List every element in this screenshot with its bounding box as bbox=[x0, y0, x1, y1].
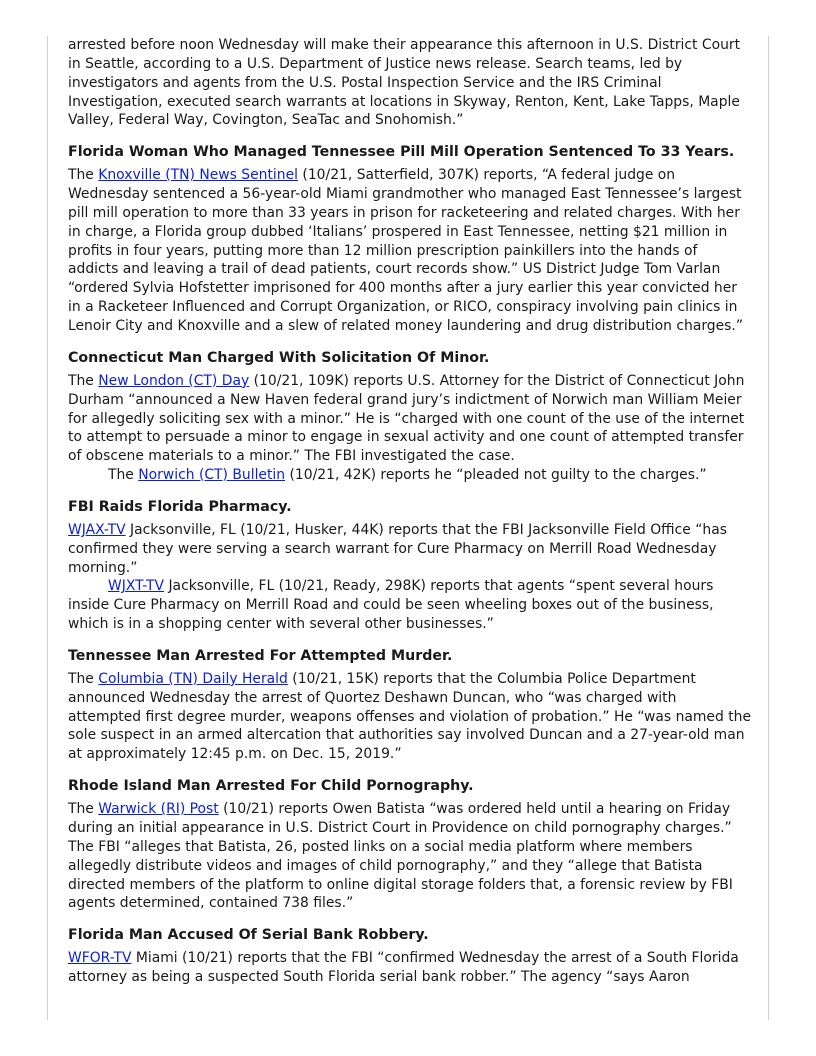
article-headline: FBI Raids Florida Pharmacy. bbox=[68, 498, 292, 515]
article-paragraph: The Norwich (CT) Bulletin (10/21, 42K) reports he “pleaded not guilty to the charges.” bbox=[108, 467, 707, 484]
article-paragraph: The Knoxville (TN) News Sentinel (10/21, Satterfield, 307K) reports, “A federal judge on Wednesday sentenced a 56-year-old Miami grandmother who managed East Tennessee’s largest pill mill operation to more than 33 years in prison for racketeering and related charges. With her in charge, a Florida group dubbed ‘Italians’ prospered in East Tennessee, netting $21 million in profits in four years, putting more than 12 million prescription painkillers into the hands of addicts and leaving a trail of dead patients, court records show.” US District Judge Tom Varlan “ordered Sylvia Hofstetter imprisoned for 400 months after a jury earlier this year convicted her in a Racketeer Influenced and Corrupt Organization, or RICO, conspiracy involving pain clinics in Lenoir City and Knoxville and a slew of related money laundering and drug distribution charges.” bbox=[68, 167, 744, 334]
article-headline: Florida Woman Who Managed Tennessee Pill Mill Operation Sentenced To 33 Years. bbox=[68, 144, 735, 161]
document-page bbox=[68, 36, 752, 987]
source-link[interactable]: WJXT-TV bbox=[108, 578, 165, 595]
source-link[interactable]: Norwich (CT) Bulletin bbox=[138, 467, 286, 484]
source-link[interactable]: WJAX-TV bbox=[68, 521, 126, 538]
article bbox=[68, 777, 752, 913]
source-link[interactable]: Knoxville (TN) News Sentinel bbox=[98, 167, 298, 184]
article-paragraph: The Warwick (RI) Post (10/21) reports Owen Batista “was ordered held until a hearing on Friday during an initial appearance in U.S. District Court in Providence on child pornography charges.” The FBI “alleges that Batista, 26, posted links on a social media platform where members allegedly distribute videos and images of child pornography,” and they “allege that Batista directed members of the platform to online digital storage folders that, a forensic review by FBI agents determined, contained 738 files.” bbox=[68, 801, 733, 912]
article-paragraph: WFOR-TV Miami (10/21) reports that the FBI “confirmed Wednesday the arrest of a South Florida attorney as being a suspected South Florida serial bank robber.” The agency “says Aaron bbox=[68, 950, 739, 986]
article bbox=[68, 143, 752, 336]
article bbox=[68, 926, 752, 987]
article-paragraph: WJAX-TV Jacksonville, FL (10/21, Husker, 44K) reports that the FBI Jacksonville Field Office “has confirmed they were serving a search warrant for Cure Pharmacy on Merrill Road Wednesday morning.” bbox=[68, 521, 727, 576]
article-paragraph: WJXT-TV Jacksonville, FL (10/21, Ready, 298K) reports that agents “spent several hours inside Cure Pharmacy on Merrill Road and could be seen wheeling boxes out of the business, which is in a shopping center with several other businesses.” bbox=[68, 578, 714, 633]
article bbox=[68, 647, 752, 764]
article-headline: Florida Man Accused Of Serial Bank Robbery. bbox=[68, 927, 429, 944]
source-link[interactable]: Warwick (RI) Post bbox=[98, 801, 219, 818]
source-link[interactable]: Columbia (TN) Daily Herald bbox=[98, 670, 288, 687]
article-headline: Tennessee Man Arrested For Attempted Murder. bbox=[68, 647, 453, 664]
article bbox=[68, 498, 752, 634]
intro-paragraph: arrested before noon Wednesday will make their appearance this afternoon in U.S. District Court in Seattle, according to a U.S. Department of Justice news release. Search teams, led by investigators and agents from the U.S. Postal Inspection Service and the IRS Criminal Investigation, executed search warrants at locations in Skyway, Renton, Kent, Lake Tapps, Maple Valley, Federal Way, Covington, SeaTac and Snohomish.” bbox=[68, 37, 741, 129]
left-margin-rule bbox=[47, 36, 48, 1020]
source-link[interactable]: New London (CT) Day bbox=[98, 372, 250, 389]
article-paragraph: The Columbia (TN) Daily Herald (10/21, 15K) reports that the Columbia Police Department announced Wednesday the arrest of Quortez Deshawn Duncan, who “was charged with attempted first degree murder, weapons offenses and violation of probation.” He “was named the sole suspect in an armed altercation that authorities say involved Duncan and a 27-year-old man at approximately 12:45 p.m. on Dec. 15, 2019.” bbox=[68, 670, 751, 763]
source-link[interactable]: WFOR-TV bbox=[68, 950, 132, 967]
article bbox=[68, 349, 752, 485]
article-paragraph: The New London (CT) Day (10/21, 109K) reports U.S. Attorney for the District of Connecticut John Durham “announced a New Haven federal grand jury’s indictment of Norwich man William Meier for allegedly soliciting sex with a minor.” He is “charged with one count of the use of the internet to attempt to persuade a minor to engage in sexual activity and one count of attempted transfer of obscene materials to a minor.” The FBI investigated the case. bbox=[68, 372, 745, 465]
right-margin-rule bbox=[768, 36, 769, 1020]
article-headline: Rhode Island Man Arrested For Child Pornography. bbox=[68, 778, 474, 795]
article-headline: Connecticut Man Charged With Solicitation Of Minor. bbox=[68, 349, 490, 366]
